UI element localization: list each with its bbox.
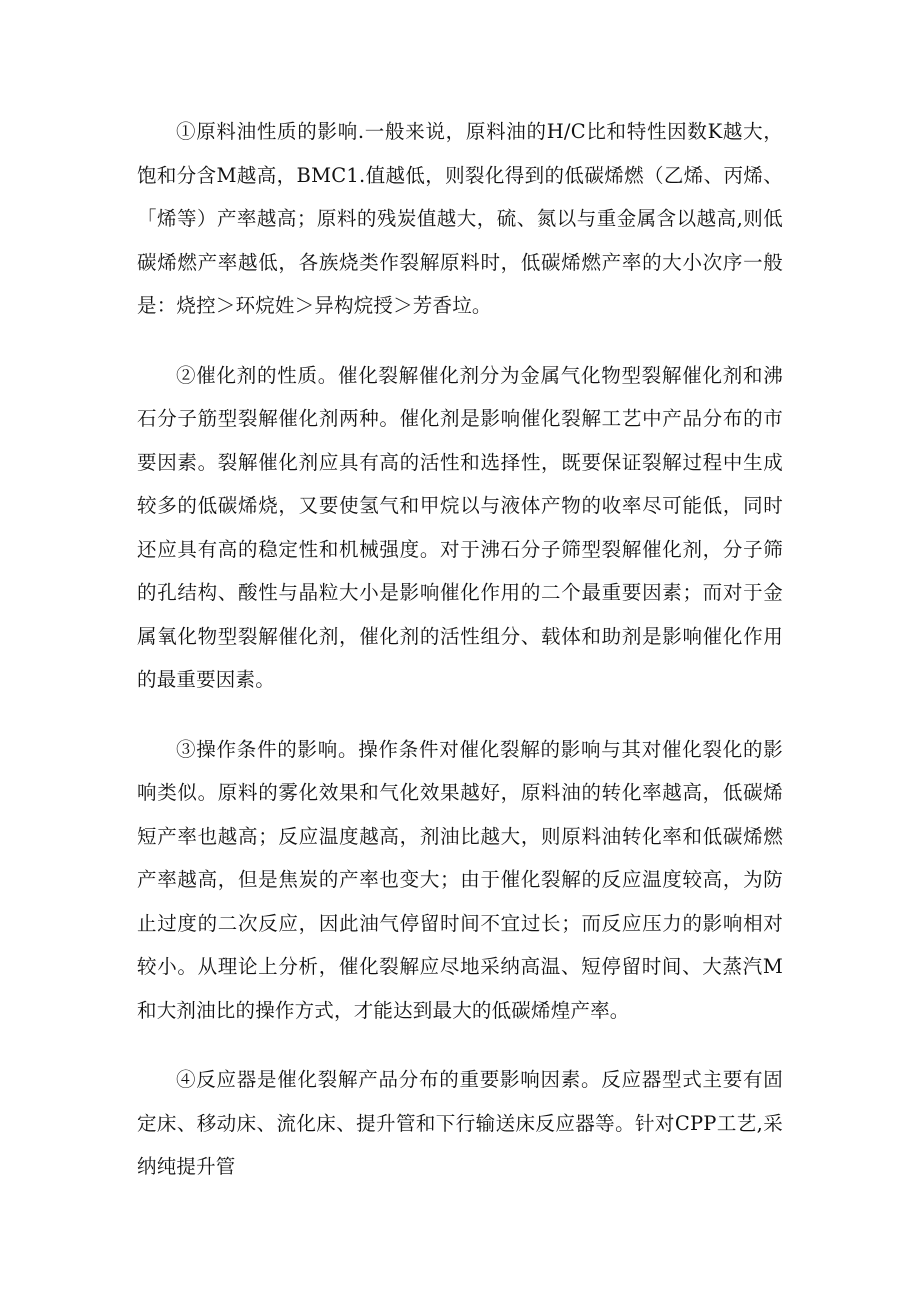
paragraph-operating-conditions: ③操作条件的影响。操作条件对催化裂解的影响与其对催化裂化的影响类似。原料的雾化效果和气化效果越好，原料油的转化率越高，低碳烯短产率也越高；反应温度越高，剂油比越大，则原料油转化率和低碳烯燃产率越高，但是焦炭的产率也变大；由于催化裂解的反应温度较高，为防止过度的二次反应，因此油气停留时间不宜过长；而反应压力的影响相对较小。从理论上分析，催化裂解应尽地采纳高温、短停留时间、大蒸汽M和大剂油比的操作方式，才能达到最大的低碳烯煌产率。 [137, 737, 783, 1022]
paragraph-catalyst-properties: ②催化剂的性质。催化裂解催化剂分为金属气化物型裂解催化剂和沸石分子筋型裂解催化剂两种。催化剂是影响催化裂解工艺中产品分布的市要因素。裂解催化剂应具有高的活性和选择性，既要保证裂解过程中生成较多的低碳烯烧，又要使氢气和甲烷以与液体产物的收率尽可能低，同时还应具有高的稳定性和机械强度。对于沸石分子筛型裂解催化剂，分子筛的孔结构、酸性与晶粒大小是影响催化作用的二个最重要因素；而对于金属氧化物型裂解催化剂，催化剂的活性组分、载体和助剂是影响催化作用的最重要因素。 [137, 363, 783, 691]
paragraph-reactor: ④反应器是催化裂解产品分布的重要影响因素。反应器型式主要有固定床、移动床、流化床、提升管和下行输送床反应器等。针对CPP工艺,采纳纯提升管 [137, 1068, 783, 1178]
document-body [137, 110, 783, 1215]
paragraph-feedstock-properties: ①原料油性质的影响.一般来说，原料油的H/C比和特性因数K越大，饱和分含M越高，BMC1.值越低，则裂化得到的低碳烯燃（乙烯、丙烯、「烯等）产率越高；原料的残炭值越大，硫、氮以与重金属含以越高,则低碳烯燃产率越低，各族烧类作裂解原料时，低碳烯燃产率的大小次序一般是：烧控＞环烷姓＞异构烷授＞芳香垃。 [137, 120, 783, 317]
